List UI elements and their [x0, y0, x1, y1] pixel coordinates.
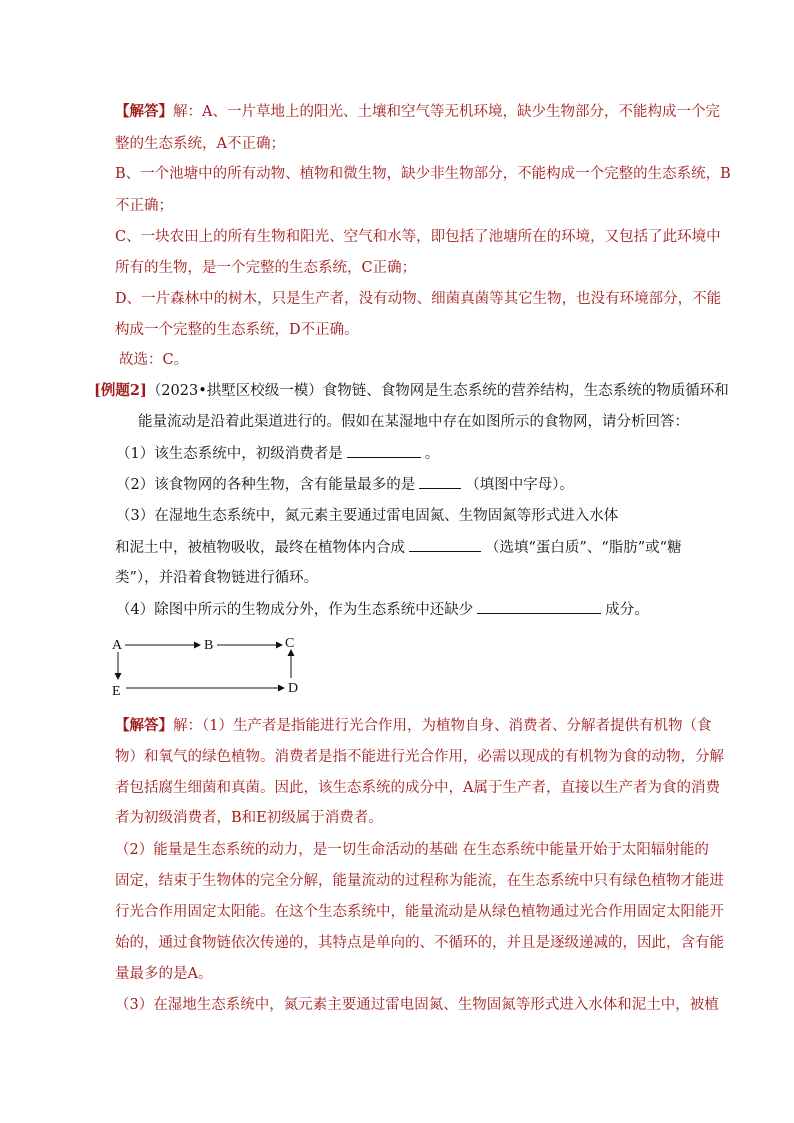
answer1-line-4: 不正确； — [115, 198, 173, 214]
answer2-line-2: 物）和氧气的绿色植物。消费者是指不能进行光合作用，必需以现成的有机物为食的动物，分解 — [115, 749, 724, 765]
answer2-line-4: 者为初级消费者，B和E初级属于消费者。 — [115, 810, 383, 826]
node-a: A — [112, 638, 123, 653]
answer2-line-10: （3）在湿地生态系统中，氮元素主要通过雷电固氮、生物固氮等形式进入水体和泥土中，被植 — [115, 997, 719, 1013]
answer2-label: 【解答】 — [115, 717, 173, 734]
answer2-line-7: 行光合作用固定太阳能。在这个生态系统中，能量流动是从绿色植物通过光合作用固定太阳能开 — [115, 904, 724, 920]
answer2-line-6: 固定，结束于生物体的完全分解，能量流动的过程称为能流，在生态系统中只有绿色植物才能进 — [115, 873, 724, 889]
answer1-line-3: B、一个池塘中的所有动物、植物和微生物，缺少非生物部分，不能构成一个完整的生态系统，B — [115, 166, 731, 182]
answer2-line-3: 者包括腐生细菌和真菌。因此，该生态系统的成分中，A属于生产者，直接以生产者为食的消费 — [115, 780, 720, 796]
answer1-line-5: C、一块农田上的所有生物和阳光、空气和水等，即包括了池塘所在的环境，又包括了此环境中 — [115, 229, 721, 245]
example2-line-2: 能量流动是沿着此渠道进行的。假如在某湿地中存在如图所示的食物网，请分析回答： — [138, 414, 689, 430]
answer-blank-1[interactable] — [347, 443, 421, 458]
node-c: C — [285, 636, 295, 651]
question-3-line-3: 类”），并沿着食物链进行循环。 — [115, 570, 319, 586]
example2-line-1: [例题2]（2023•拱墅区校级一模）食物链、食物网是生态系统的营养结构，生态系统的物质循环和 — [94, 382, 729, 399]
answer1-line-1: 【解答】解：A、一片草地上的阳光、土壤和空气等无机环境，缺少生物部分，不能构成一个完 — [115, 103, 720, 120]
answer1-line-2: 整的生态系统，A不正确； — [115, 136, 285, 152]
answer1-line-6: 所有的生物，是一个完整的生态系统，C正确； — [115, 260, 417, 276]
answer1-label: 【解答】 — [115, 103, 173, 120]
answer1-line-8: 构成一个完整的生态系统，D不正确。 — [115, 322, 359, 338]
answer2-line-8: 始的，通过食物链依次传递的，其特点是单向的、不循环的，并且是逐级递减的，因此，含有能 — [115, 935, 724, 951]
answer-blank-2[interactable] — [419, 474, 461, 489]
answer1-line-7: D、一片森林中的树木，只是生产者，没有动物、细菌真菌等其它生物，也没有环境部分，不能 — [115, 291, 722, 307]
question-1: （1）该生态系统中，初级消费者是 。 — [116, 443, 439, 464]
answer2-line-5: （2）能量是生态系统的动力，是一切生命活动的基础 在生态系统中能量开始于太阳辐射能的 — [115, 842, 709, 858]
food-web-diagram — [108, 630, 318, 700]
answer1-conclusion: 故选：C。 — [119, 352, 189, 368]
question-4: （4）除图中所示的生物成分外，作为生态系统中还缺少 成分。 — [116, 599, 649, 620]
node-e: E — [112, 684, 121, 699]
question-3-line-1: （3）在湿地生态系统中，氮元素主要通过雷电固氮、生物固氮等形式进入水体 — [116, 508, 619, 524]
node-d: D — [288, 681, 299, 696]
question-3-line-2: 和泥土中，被植物吸收，最终在植物体内合成 （选填“蛋白质”、“脂肪”或“糖 — [115, 537, 682, 558]
answer2-line-9: 量最多的是A。 — [115, 966, 213, 982]
answer-blank-3[interactable] — [409, 537, 481, 552]
answer-blank-4[interactable] — [477, 599, 601, 614]
node-b: B — [204, 638, 214, 653]
answer2-line-1: 【解答】解：（1）生产者是指能进行光合作用，为植物自身、消费者、分解者提供有机物（食 — [115, 717, 712, 734]
question-2: （2）该食物网的各种生物，含有能量最多的是 （填图中字母）。 — [116, 474, 574, 495]
example2-label: [例题2] — [94, 382, 147, 399]
